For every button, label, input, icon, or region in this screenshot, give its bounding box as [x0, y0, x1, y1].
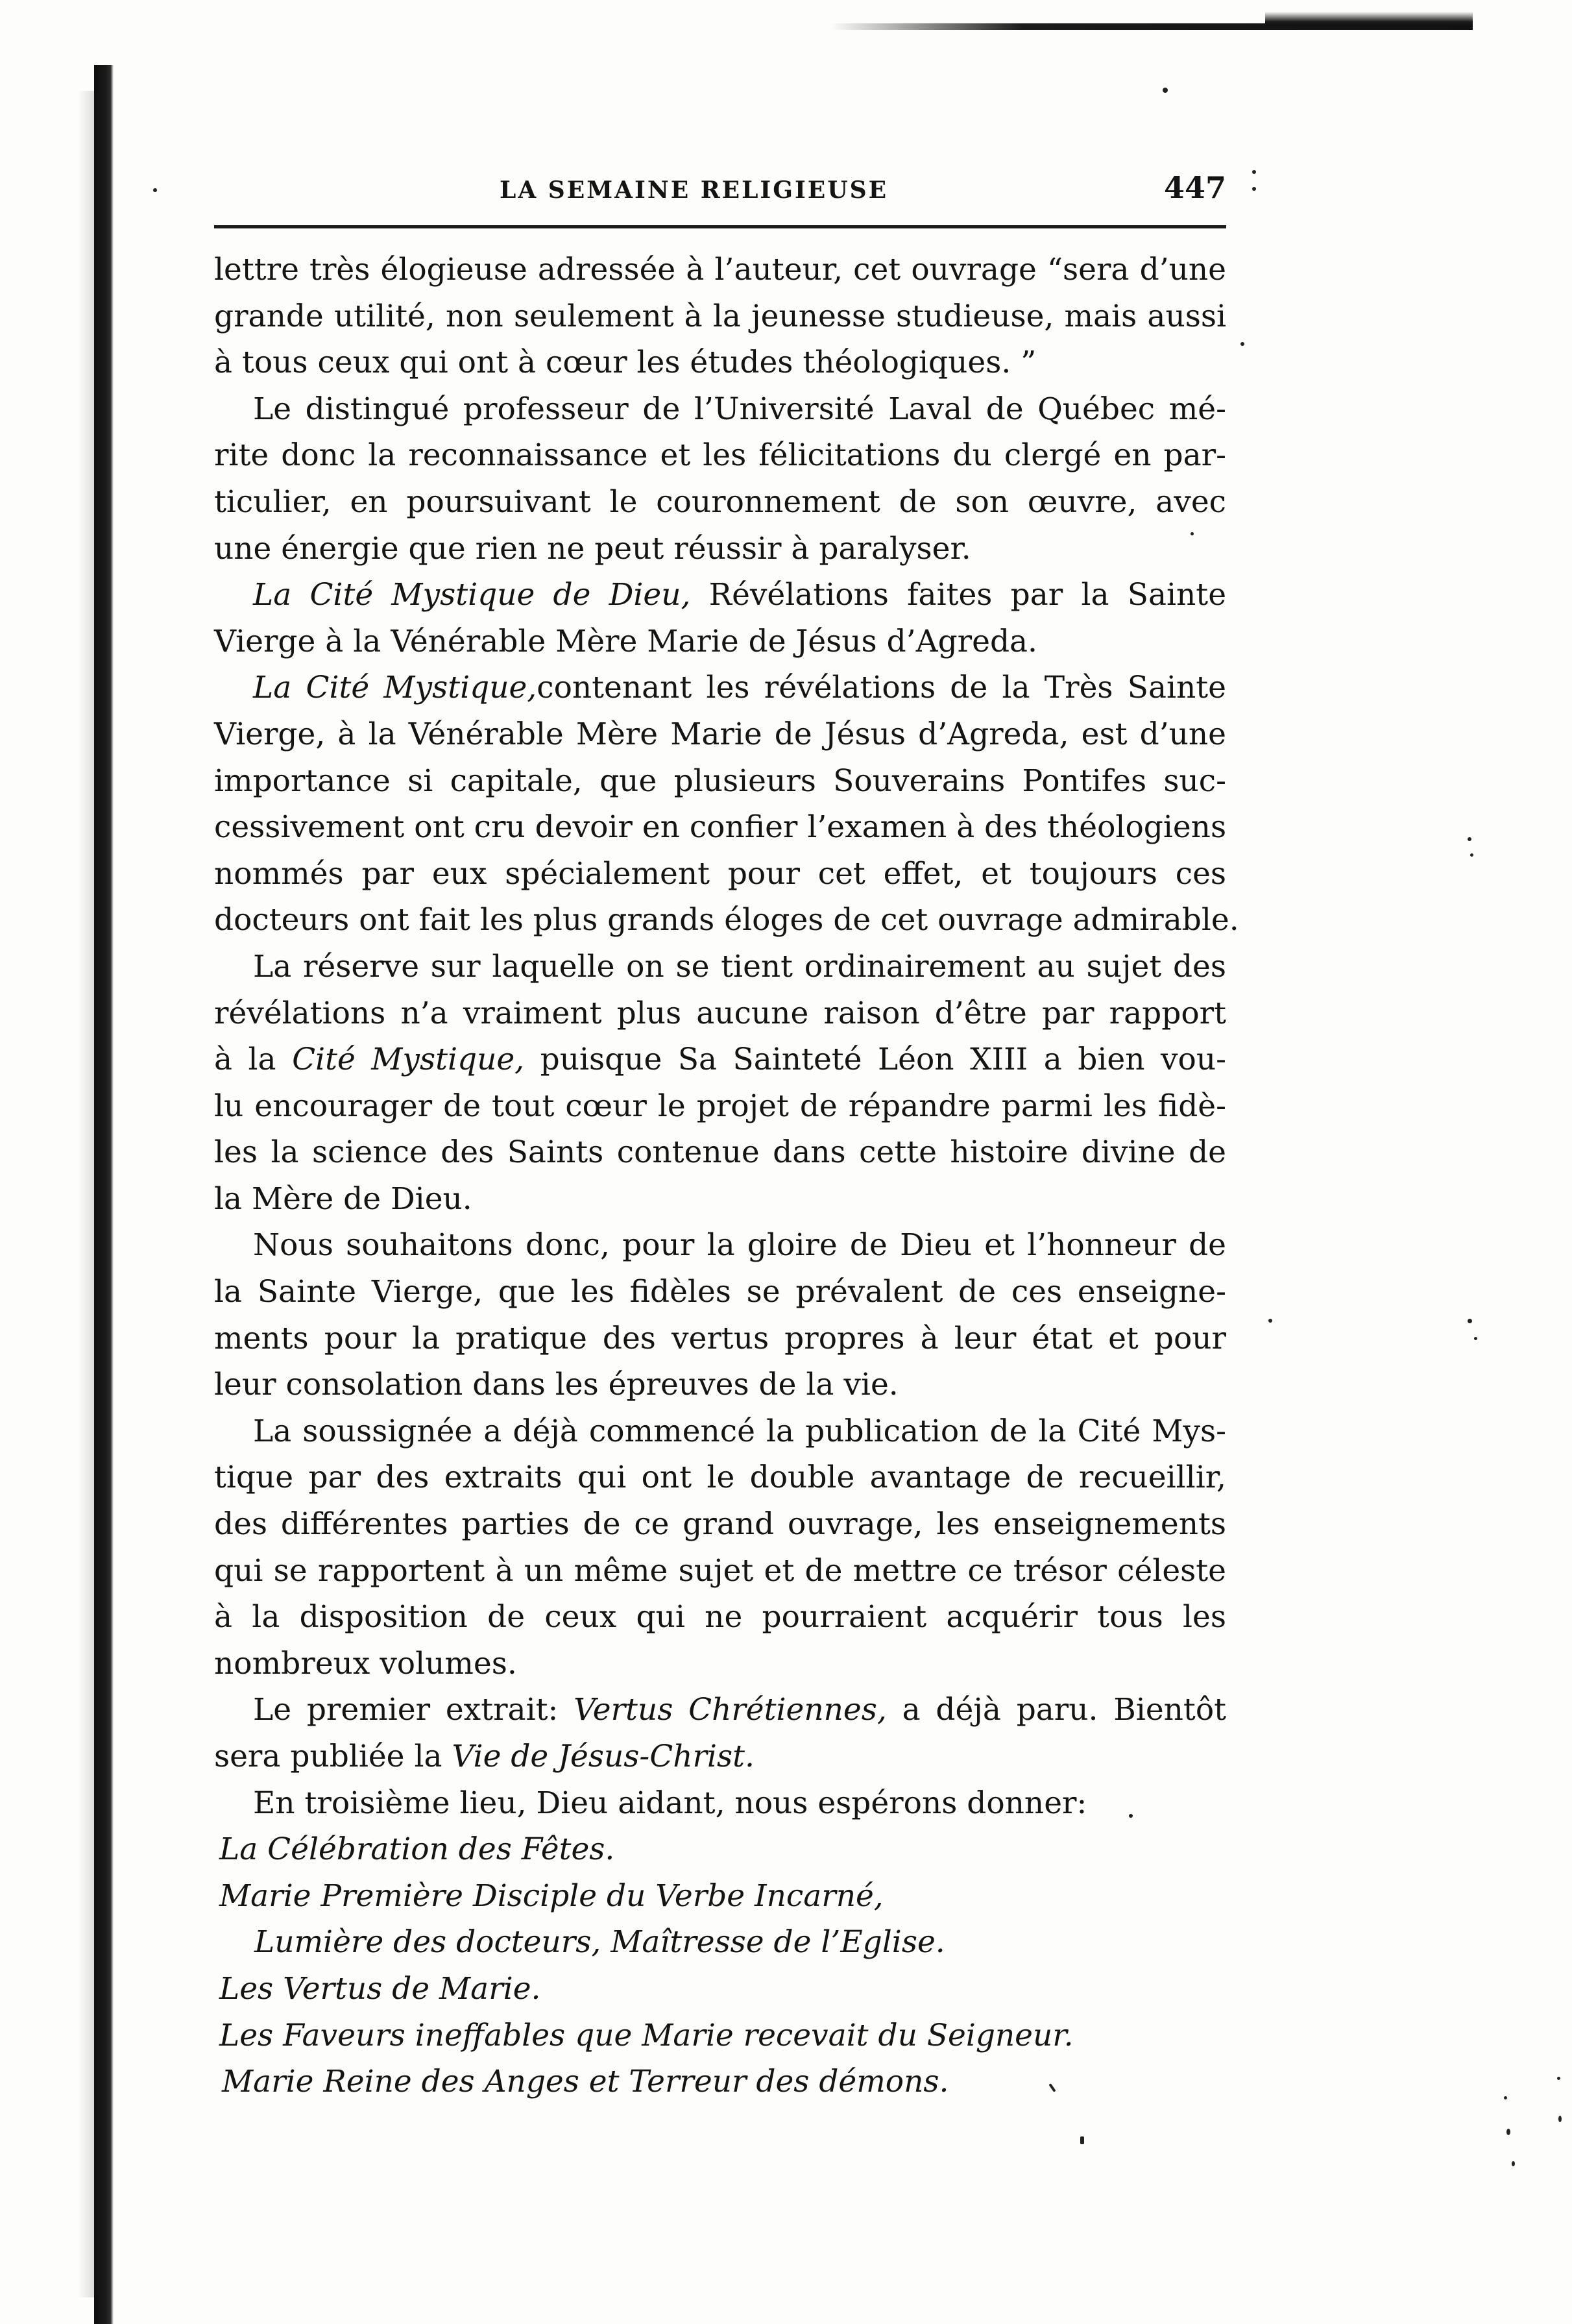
text-line: la Mère de Dieu. [214, 1180, 472, 1217]
text-line: à tous ceux qui ont à cœur les études théologiques. ” [214, 345, 1037, 381]
text-line: La Cité Mystique,contenant les révélations de la Très Sainte [253, 670, 1226, 706]
title-list-item: La Célébration des Fêtes. [219, 1831, 615, 1868]
italic-title: Vertus Chrétiennes, [574, 1692, 887, 1728]
title-list-item: Les Vertus de Marie. [219, 1970, 541, 2007]
title-list-item: Les Faveurs ineffables que Marie recevait du Seigneur. [219, 2017, 1074, 2053]
scan-speck [1557, 2077, 1560, 2080]
scan-speck [1504, 2096, 1507, 2099]
scan-speck [1268, 1319, 1272, 1323]
text-line: les la science des Saints contenue dans cette histoire divine de [214, 1134, 1226, 1171]
scan-speck [1468, 837, 1471, 841]
text-line: tique par des extraits qui ont le double avantage de recueillir, [214, 1460, 1226, 1496]
text-line: cessivement ont cru devoir en confier l’examen à des théologiens [214, 809, 1227, 846]
italic-title: Cité Mystique, [292, 1042, 525, 1078]
italic-title: Vie de Jésus-Christ. [452, 1739, 755, 1774]
text-line: En troisième lieu, Dieu aidant, nous espérons donner: [253, 1785, 1087, 1821]
page-number: 447 [1163, 170, 1226, 205]
text-line: qui se rapportent à un même sujet et de mettre ce trésor céleste [214, 1552, 1226, 1589]
text-line: docteurs ont fait les plus grands éloges de cet ouvrage admirable. [214, 902, 1239, 938]
text-line: La Cité Mystique de Dieu, Révélations faites par la Sainte [253, 577, 1227, 613]
italic-title: La Cité Mystique, [253, 670, 537, 706]
text-line: la Sainte Vierge, que les fidèles se prévalent de ces enseigne- [214, 1274, 1226, 1310]
scan-speck [1474, 1337, 1477, 1340]
header-rule [214, 225, 1226, 228]
scan-speck [1240, 342, 1244, 346]
scan-speck [153, 188, 157, 192]
text-line: ments pour la pratique des vertus propres à leur état et pour [214, 1320, 1226, 1356]
text-line: Le distingué professeur de l’Université Laval de Québec mé- [253, 391, 1226, 427]
text-line: leur consolation dans les épreuves de la vie. [214, 1367, 899, 1403]
text-line: sera publiée la Vie de Jésus-Christ. [214, 1739, 755, 1774]
scan-speck [1506, 2129, 1510, 2135]
text-line: à la disposition de ceux qui ne pourraient acquérir tous les [214, 1599, 1226, 1635]
text-line: La réserve sur laquelle on se tient ordinairement au sujet des [253, 948, 1226, 985]
text-line: lettre très élogieuse adressée à l’auteur, cet ouvrage “sera d’une [214, 252, 1226, 287]
text-line: Vierge à la Vénérable Mère Marie de Jésus d’Agreda. [214, 623, 1037, 659]
scan-speck [1512, 2161, 1515, 2166]
text-line: Nous souhaitons donc, pour la gloire de Dieu et l’honneur de [253, 1227, 1226, 1264]
scan-edge-mark [1265, 12, 1473, 26]
text-line: grande utilité, non seulement à la jeunesse studieuse, mais aussi [214, 298, 1226, 334]
text-line: rite donc la reconnaissance et les félicitations du clergé en par- [214, 437, 1226, 474]
text-line: une énergie que rien ne peut réussir à paralyser. [214, 530, 971, 567]
text-line: importance si capitale, que plusieurs Souverains Pontifes suc- [214, 763, 1226, 799]
running-title: LA SEMAINE RELIGIEUSE [500, 177, 889, 204]
running-head [214, 170, 1226, 215]
scan-speck [1163, 88, 1168, 93]
scan-speck [1080, 2136, 1084, 2144]
binding-shadow [78, 91, 94, 2297]
scan-speck [1558, 2116, 1562, 2122]
text-line: nombreux volumes. [214, 1645, 517, 1682]
text-line: nommés par eux spécialement pour cet effet, et toujours ces [214, 855, 1226, 892]
scan-speck [1470, 853, 1473, 857]
text-line: révélations n’a vraiment plus aucune raison d’être par rapport [214, 995, 1226, 1031]
title-list-item: Lumière des docteurs, Maîtresse de l’Eglise. [254, 1924, 945, 1961]
title-list-item: Marie Reine des Anges et Terreur des démons. [222, 2064, 949, 2100]
italic-title: La Cité Mystique de Dieu, [253, 577, 691, 613]
text-line: lu encourager de tout cœur le projet de répandre parmi les fidè- [214, 1088, 1226, 1124]
title-list-item: Marie Première Disciple du Verbe Incarné, [219, 1878, 884, 1914]
scan-speck [1252, 170, 1256, 174]
binding-edge [94, 65, 114, 2324]
text-line: Vierge, à la Vénérable Mère Marie de Jésus d’Agreda, est d’une [214, 716, 1226, 752]
text-line: Le premier extrait: Vertus Chrétiennes, a déjà paru. Bientôt [253, 1692, 1226, 1728]
text-line: à la Cité Mystique, puisque Sa Sainteté Léon XIII a bien vou- [214, 1042, 1226, 1078]
scan-speck [1468, 1319, 1472, 1323]
body-text [214, 247, 1239, 2105]
text-line: La soussignée a déjà commencé la publication de la Cité Mys- [253, 1413, 1226, 1449]
text-line: ticulier, en poursuivant le couronnement de son œuvre, avec [214, 483, 1226, 520]
scan-speck [1252, 187, 1256, 191]
text-line: des différentes parties de ce grand ouvrage, les enseignements [214, 1506, 1226, 1543]
